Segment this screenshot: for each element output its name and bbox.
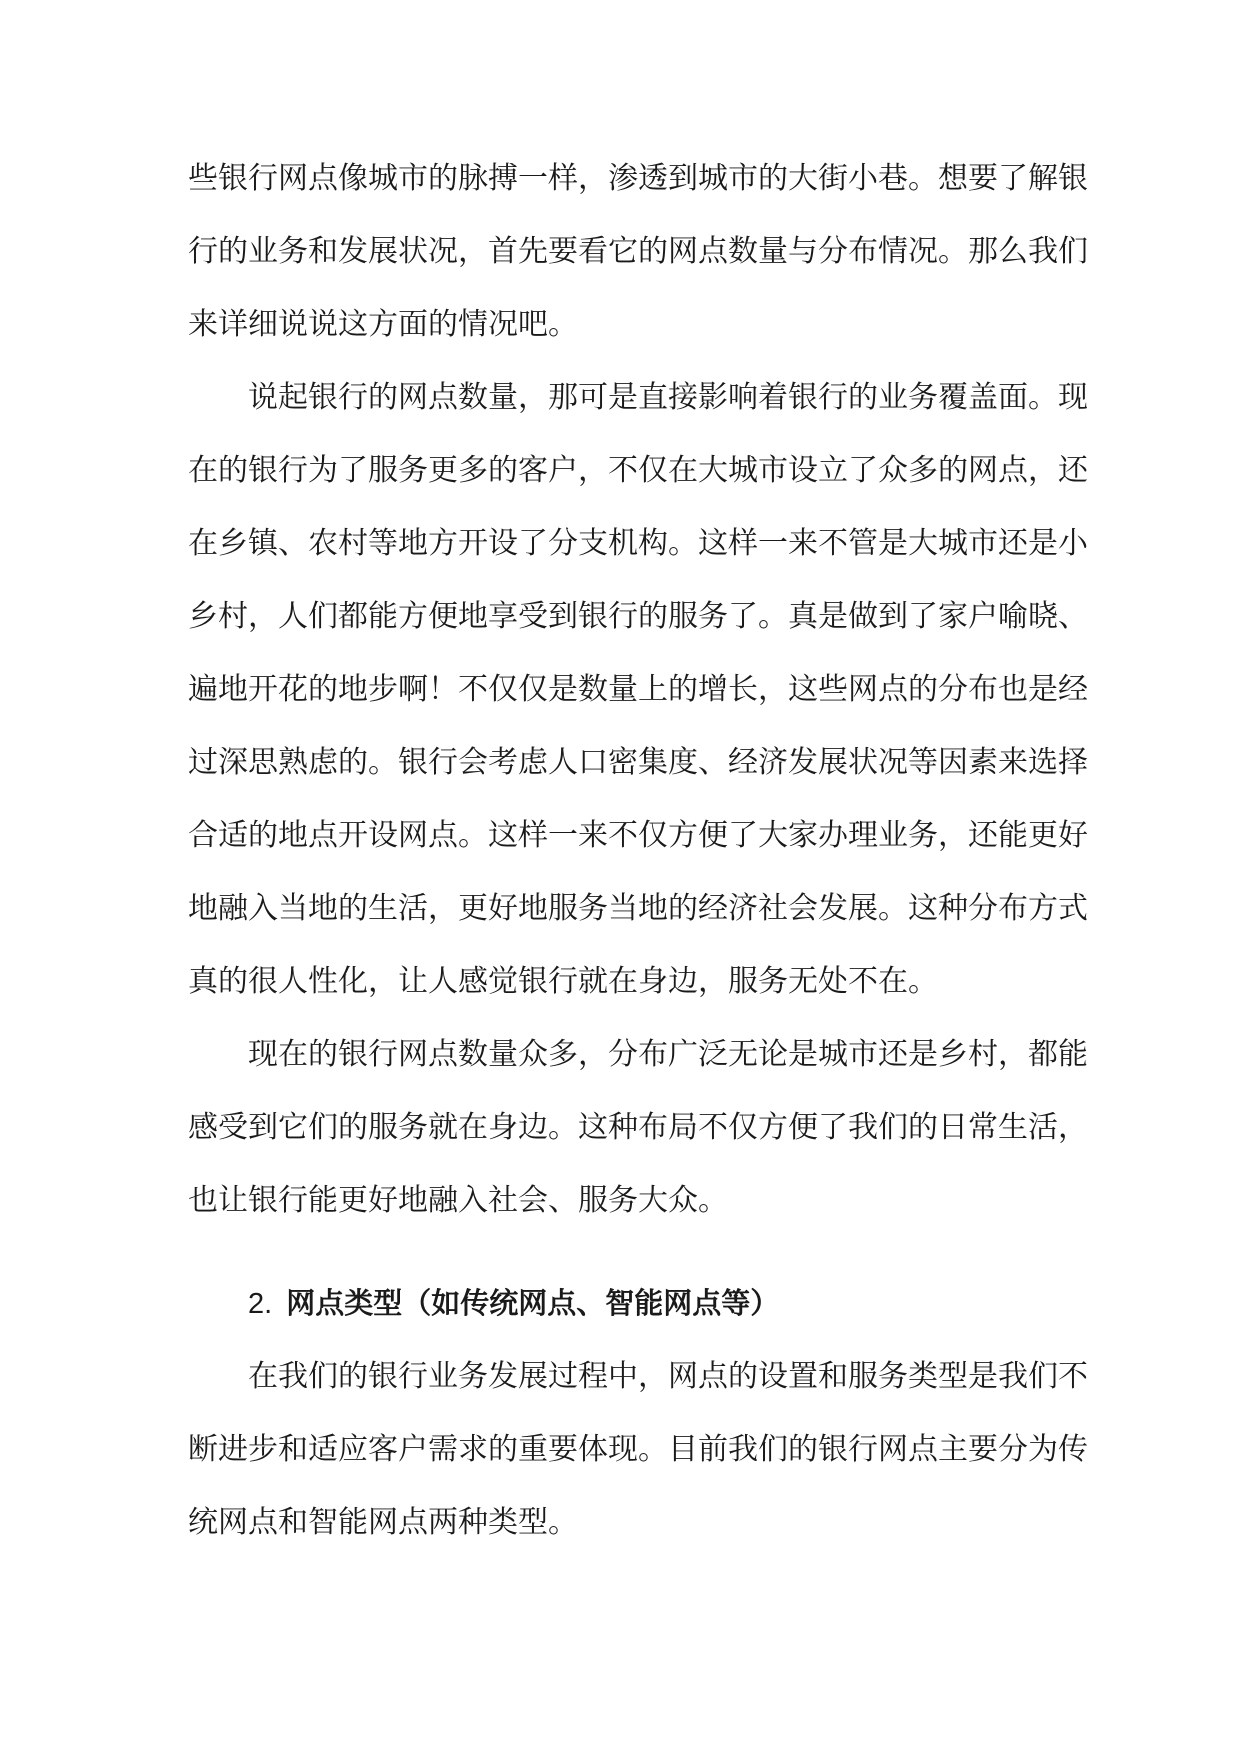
paragraph-line: 过深思熟虑的。银行会考虑人口密集度、经济发展状况等因素来选择 [188,745,1088,780]
paragraph-3 [188,1018,1088,1237]
paragraph-line: 统网点和智能网点两种类型。 [188,1505,578,1540]
document-body [188,142,1088,1559]
paragraph-line: 乡村，人们都能方便地享受到银行的服务了。真是做到了家户喻晓、 [188,599,1088,634]
paragraph-line: 来详细说说这方面的情况吧。 [188,307,578,342]
paragraph-4 [188,1340,1088,1559]
section-heading [188,1267,1056,1340]
paragraph-line: 遍地开花的地步啊！不仅仅是数量上的增长，这些网点的分布也是经 [188,672,1088,707]
paragraph-line: 在乡镇、农村等地方开设了分支机构。这样一来不管是大城市还是小 [188,526,1088,561]
paragraph-line: 感受到它们的服务就在身边。这种布局不仅方便了我们的日常生活， [188,1110,1088,1145]
paragraph-line: 断进步和适应客户需求的重要体现。目前我们的银行网点主要分为传 [188,1432,1088,1467]
paragraph-line: 在的银行为了服务更多的客户，不仅在大城市设立了众多的网点，还 [188,453,1088,488]
paragraph-line: 地融入当地的生活，更好地服务当地的经济社会发展。这种分布方式 [188,891,1088,926]
paragraph-line: 行的业务和发展状况，首先要看它的网点数量与分布情况。那么我们 [188,234,1088,269]
paragraph-line: 些银行网点像城市的脉搏一样，渗透到城市的大街小巷。想要了解银 [188,161,1088,196]
paragraph-line: 在我们的银行业务发展过程中，网点的设置和服务类型是我们不 [248,1359,1088,1394]
paragraph-line: 真的很人性化，让人感觉银行就在身边，服务无处不在。 [188,964,938,999]
paragraph-line: 也让银行能更好地融入社会、服务大众。 [188,1183,728,1218]
paragraph-line: 说起银行的网点数量，那可是直接影响着银行的业务覆盖面。现 [248,380,1088,415]
section-number: 2. [248,1288,273,1320]
paragraph-line: 合适的地点开设网点。这样一来不仅方便了大家办理业务，还能更好 [188,818,1088,853]
section-title: 网点类型（如传统网点、智能网点等） [286,1286,780,1320]
paragraph-1 [188,142,1088,361]
paragraph-line: 现在的银行网点数量众多，分布广泛无论是城市还是乡村，都能 [248,1037,1088,1072]
paragraph-2 [188,361,1088,1018]
